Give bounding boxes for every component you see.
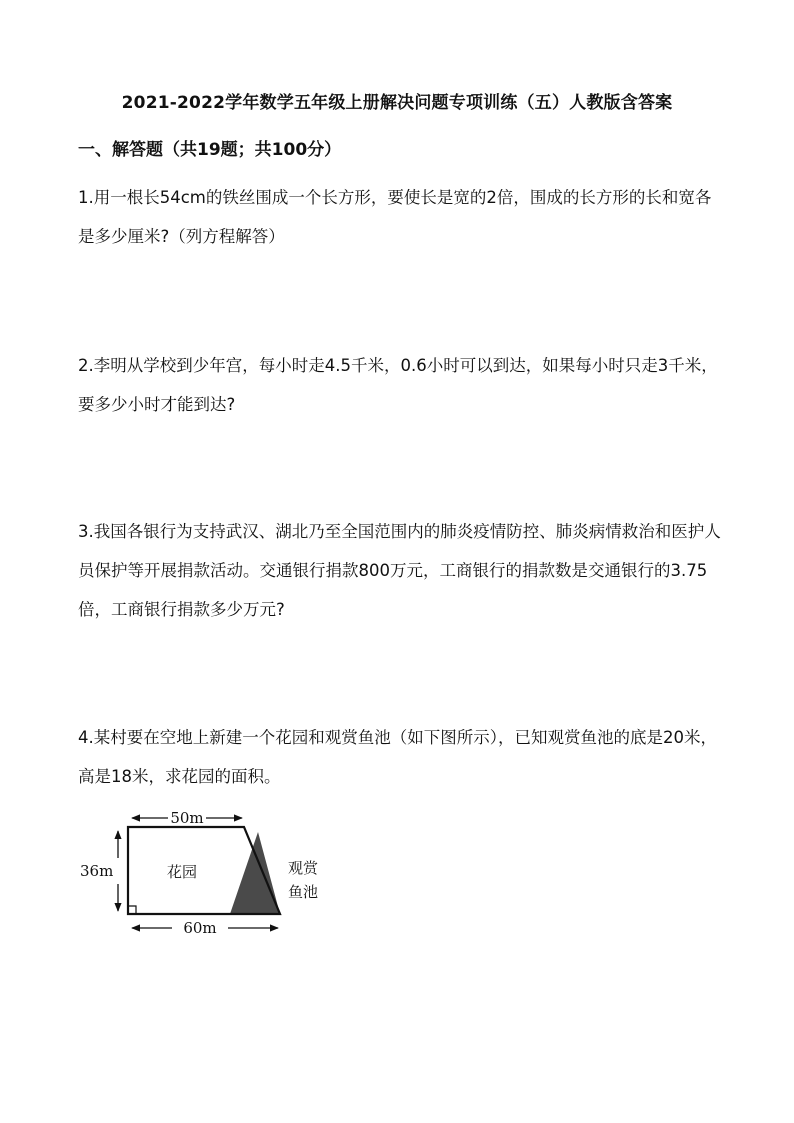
height-label: 36m: [80, 862, 114, 880]
question-4: 4.某村要在空地上新建一个花园和观赏鱼池（如下图所示），已知观赏鱼池的底是20米，高是18米，求花园的面积。: [78, 728, 717, 786]
pond-label-line2: 鱼池: [288, 883, 319, 901]
pond-label-line1: 观赏: [288, 859, 319, 877]
question-1: 1.用一根长54cm的铁丝围成一个长方形，要使长是宽的2倍，围成的长方形的长和宽各是多少厘米?（列方程解答）: [78, 188, 712, 246]
right-angle-mark: [128, 906, 136, 914]
garden-pond-figure: [78, 800, 348, 950]
section-heading: 一、解答题（共19题；共100分）: [78, 140, 342, 160]
top-length-label: 50m: [170, 809, 204, 827]
question-3: 3.我国各银行为支持武汉、湖北乃至全国范围内的肺炎疫情防控、肺炎病情救治和医护人员保护等开展捐款活动。交通银行捐款800万元，工商银行的捐款数是交通银行的3.75倍，工商银行捐款多少万元?: [78, 522, 721, 619]
garden-label: 花园: [166, 863, 198, 881]
document-title: 2021-2022学年数学五年级上册解决问题专项训练（五）人教版含答案: [121, 93, 673, 113]
trapezoid-diagram: [78, 800, 348, 950]
bottom-length-label: 60m: [183, 919, 217, 937]
fish-pond-triangle: [230, 832, 280, 914]
question-2: 2.李明从学校到少年宫，每小时走4.5千米，0.6小时可以到达，如果每小时只走3千米，要多少小时才能到达?: [78, 356, 718, 414]
